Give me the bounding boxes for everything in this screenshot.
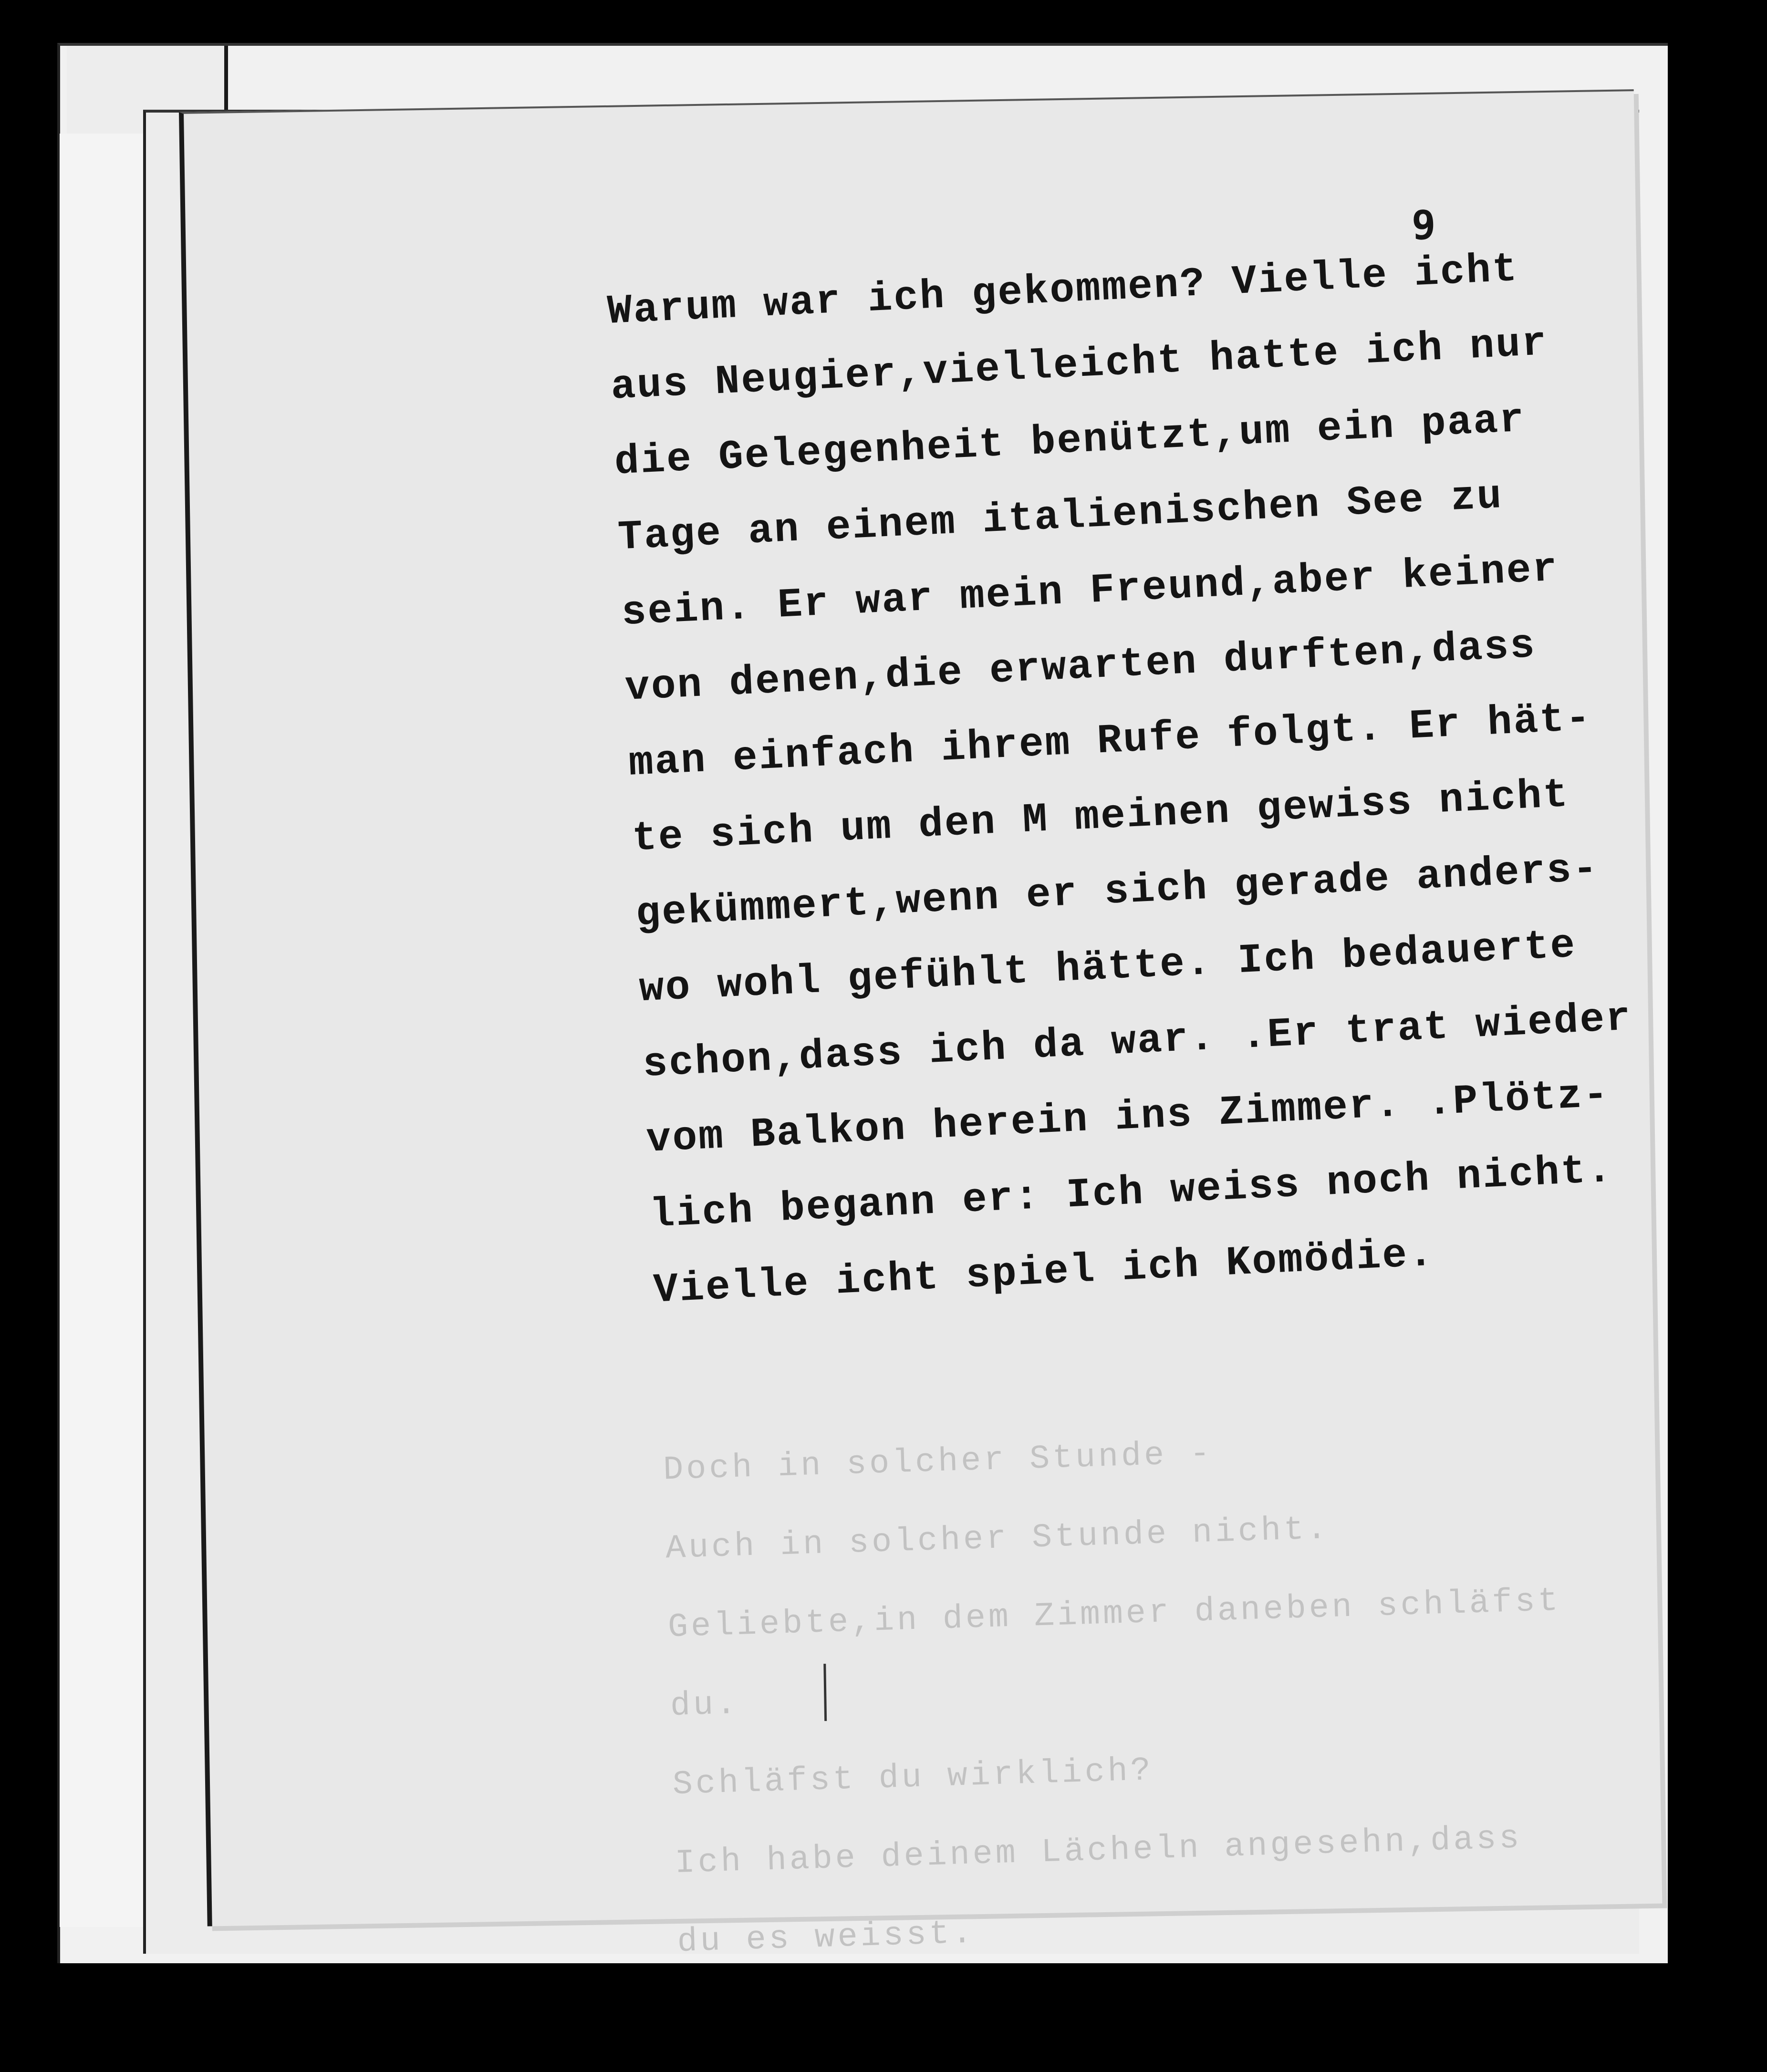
text-line: man einfach ihrem Rufe folgt. Er hät- (627, 694, 1593, 787)
text-line: Tage an einem italienischen See zu (617, 472, 1504, 561)
show-through-line: du. (669, 1685, 740, 1726)
text-line: vom Balkon herein ins Zimmer. .Plötz- (645, 1071, 1611, 1163)
text-line: wo wohl gefühlt hätte. Ich bedauerte (638, 922, 1578, 1013)
show-through-line: du es weisst. (676, 1915, 976, 1961)
text-line: Vielle icht spiel ich Komödie. (652, 1230, 1435, 1314)
show-through-line: Schläfst du wirklich? (672, 1752, 1154, 1804)
text-line: lich begann er: Ich weiss noch nicht. (649, 1146, 1614, 1239)
show-through-line: Geliebte,in dem Zimmer daneben schläfst (667, 1582, 1561, 1647)
typed-page (179, 89, 1662, 1961)
text-line: gekümmert,wenn er sich gerade anders- (634, 845, 1600, 938)
text-line: von denen,die erwarten durften,dass (624, 622, 1537, 712)
typed-text (606, 239, 1705, 1342)
show-through-text (663, 1425, 1572, 2002)
text-line: te sich um den M meinen gewiss nicht (631, 771, 1570, 862)
text-line: Warum war ich gekommen? Vielle icht (606, 245, 1519, 335)
show-through-line: Auch in solcher Stunde nicht. (665, 1511, 1330, 1568)
show-through-line: Doch in solcher Stunde - (663, 1435, 1214, 1490)
text-line: sein. Er war mein Freund,aber keiner (620, 545, 1560, 637)
text-line: aus Neugier,vielleicht hatte ich nur (610, 320, 1549, 411)
text-line: die Gelegenheit benützt,um ein paar (613, 396, 1527, 486)
page-number: 9 (1411, 201, 1436, 249)
show-through-line: Ich habe deinem Lächeln angesehn,dass (674, 1820, 1523, 1883)
text-line: schon,dass ich da war. .Er trat wieder (642, 995, 1633, 1088)
